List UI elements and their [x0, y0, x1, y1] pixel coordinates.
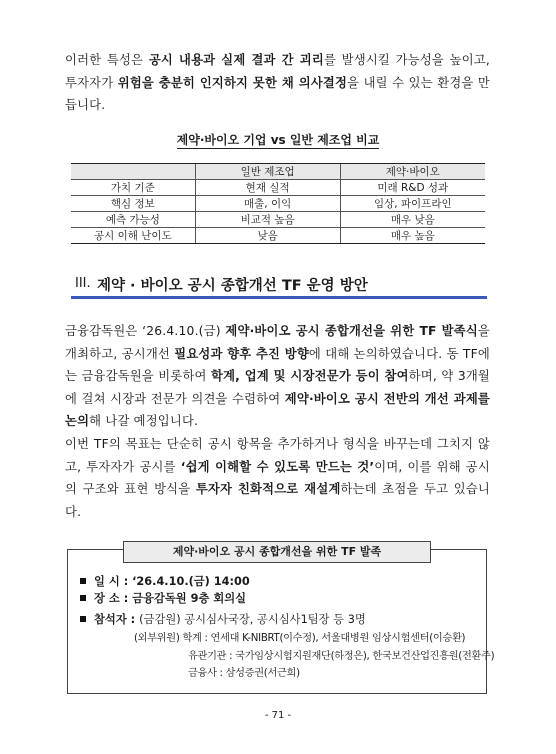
table-cell: 미래 R&D 성과	[340, 180, 485, 196]
table-cell: 매우 낮음	[340, 212, 485, 228]
paragraph-tf-launch: 금융감독원은 ‘26.4.10.(금) 제약·바이오 공시 종합개선을 위한 TF 발족식을 개최하고, 공시개선 필요성과 향후 추진 방향에 대해 논의하였습니다. 동 TF에는 금융감독원을 비롯하여 학계, 업계 및 시장전문가 등이 참여하며, 약 3개월에 걸쳐 시장과 전문가 의견을 수렴하여 제약·바이오 공시 전반의 개선 과제를 논의해 나갈 예정입니다.	[65, 324, 490, 428]
table-cell: 핵심 정보	[71, 196, 195, 212]
table-header-row	[71, 164, 485, 180]
table-cell: 공시 이해 난이도	[71, 228, 195, 244]
event-attendees-item: 참석자 : (금감원) 공시심사국장, 공시심사1팀장 등 3명	[80, 611, 366, 627]
comparison-table	[71, 163, 485, 244]
comparison-table-title: 제약·바이오 기업 vs 일반 제조업 비교	[176, 133, 380, 147]
bullet-square-icon	[80, 616, 86, 622]
page-number: - 71 -	[264, 710, 292, 721]
event-place-item: 장 소 : 금융감독원 9층 회의실	[80, 590, 246, 606]
table-cell: 낮음	[195, 228, 340, 244]
table-cell: 현재 실적	[195, 180, 340, 196]
table-header-cell: 제약·바이오	[340, 164, 485, 180]
paragraph-risk-characteristics: 이러한 특성은 공시 내용과 실제 결과 간 괴리를 발생시킬 가능성을 높이고, 투자자가 위험을 충분히 인지하지 못한 채 의사결정을 내릴 수 있는 환경을 만듭니다.	[65, 53, 490, 112]
table-row	[71, 212, 485, 228]
table-row	[71, 180, 485, 196]
table-cell: 비교적 높음	[195, 212, 340, 228]
section-underline	[71, 296, 487, 299]
table-cell: 매출, 이익	[195, 196, 340, 212]
table-cell: 임상, 파이프라인	[340, 196, 485, 212]
bullet-square-icon	[80, 578, 86, 584]
table-cell: 예측 가능성	[71, 212, 195, 228]
table-cell: 가치 기준	[71, 180, 195, 196]
bullet-square-icon	[80, 595, 86, 601]
section-heading	[71, 272, 487, 296]
section-title: 제약 · 바이오 공시 종합개선 TF 운영 방안	[97, 278, 368, 294]
event-box-title: 제약·바이오 공시 종합개선을 위한 TF 발족	[123, 541, 431, 563]
table-header-cell: 일반 제조업	[195, 164, 340, 180]
event-date-item: 일 시 : ‘26.4.10.(금) 14:00	[80, 573, 250, 589]
table-row	[71, 196, 485, 212]
finance-members-line: 금융사 : 삼성증권(서근희)	[188, 668, 300, 679]
external-members-line: (외부위원) 학계 : 연세대 K-NIBRT(이수정), 서울대병원 임상시험센터(이승환)	[134, 633, 466, 644]
paragraph-tf-goal: 이번 TF의 목표는 단순히 공시 항목을 추가하거나 형식을 바꾸는데 그치지 않고, 투자자가 공시를 ‘쉽게 이해할 수 있도록 만드는 것’이며, 이를 위해 공시의 구조와 표현 방식을 투자자 친화적으로 재설계하는데 초점을 두고 있습니다.	[65, 437, 490, 519]
agency-members-line: 유관기관 : 국가임상시험지원재단(하정은), 한국보건산업진흥원(전환주)	[188, 651, 495, 662]
table-row	[71, 228, 485, 244]
table-cell: 매우 높음	[340, 228, 485, 244]
section-number: III.	[75, 276, 91, 291]
table-header-cell	[71, 164, 195, 180]
